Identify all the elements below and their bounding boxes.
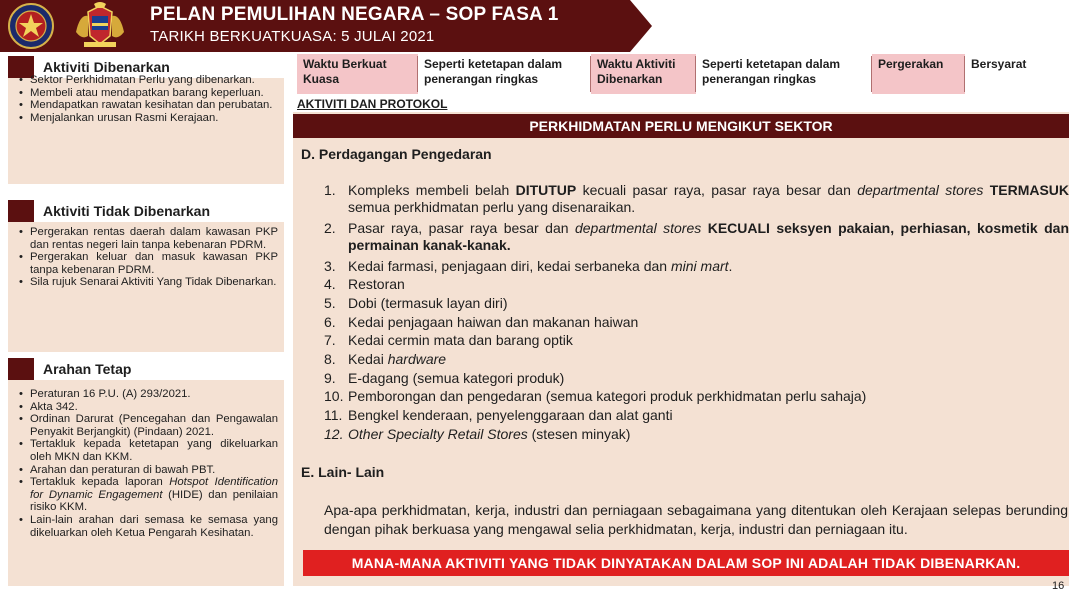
list-item: • Ordinan Darurat (Pencegahan dan Pengawalan Penyakit Berjangkit) (Pindaan) 2021. (18, 413, 278, 438)
item-text: Kedai hardware (348, 351, 447, 367)
page-title: PELAN PEMULIHAN NEGARA – SOP FASA 1 (150, 4, 559, 25)
protocol-label: AKTIVITI DAN PROTOKOL (297, 97, 448, 111)
standing-orders-panel (8, 358, 284, 586)
page-number: 16 (1052, 580, 1065, 592)
item-number: 6. (324, 314, 336, 330)
item-text: Pemborongan dan pengedaran (semua kategori produk perkhidmatan perlu sahaja) (348, 388, 867, 404)
list-item: • Lain-lain arahan dari semasa ke semasa yang dikeluarkan oleh Ketua Pengarah Kesihatan. (18, 514, 278, 539)
item-text: Kedai cermin mata dan barang optik (348, 332, 573, 348)
list-item (324, 314, 1069, 331)
item-number: 11. (324, 407, 343, 423)
header (0, 0, 1080, 52)
list-item (324, 351, 1069, 368)
list-item (18, 476, 278, 514)
item-text: Pasar raya, pasar raya besar dan departmental stores KECUALI seksyen pakaian, perhiasan, kosmetik dan permainan kanak-kanak. (348, 220, 1070, 253)
item-text: E-dagang (semua kategori produk) (348, 370, 565, 386)
list-item-italic: Hotspot Identification for Dynamic Engagement (30, 476, 278, 501)
malaysia-coat-of-arms-icon (66, 2, 134, 50)
list-item-text: Tertakluk kepada laporan (30, 476, 170, 489)
section-d-title: D. Perdagangan Pengedaran (301, 146, 492, 162)
item-text: Bengkel kenderaan, penyelenggaraan dan alat ganti (348, 407, 673, 423)
section-marker (8, 200, 34, 222)
allowed-activities-list (8, 72, 284, 127)
list-item: • Sektor Perkhidmatan Perlu yang dibenarkan. (18, 74, 278, 87)
info-cell-value (418, 54, 591, 94)
list-item (324, 426, 1069, 443)
list-item-text: (HIDE) dan penilaian risiko KKM. (30, 488, 278, 514)
list-item (324, 388, 1069, 405)
info-cell-text: Seperti ketetapan dalam penerangan ringkas (424, 57, 563, 86)
list-item: • Tertakluk kepada ketetapan yang dikeluarkan oleh MKN dan KKM. (18, 438, 278, 463)
list-item (324, 407, 1069, 424)
info-cell-text: Seperti ketetapan dalam penerangan ringkas (702, 57, 841, 86)
warning-banner: MANA-MANA AKTIVITI YANG TIDAK DINYATAKAN DALAM SOP INI ADALAH TIDAK DIBENARKAN. (303, 550, 1069, 576)
info-cell-text: Pergerakan (878, 57, 944, 71)
item-text: Kompleks membeli belah DITUTUP kecuali pasar raya, pasar raya besar dan departmental stores TERMASUK semua perkhidmatan perlu yang disenaraikan. (348, 182, 1070, 215)
item-number: 7. (324, 332, 336, 348)
panel-header (8, 358, 284, 380)
list-item: • Peraturan 16 P.U. (A) 293/2021. (18, 388, 278, 401)
item-number: 2. (324, 220, 336, 236)
not-allowed-activities-title: Aktiviti Tidak Dibenarkan (43, 203, 211, 219)
list-item (324, 370, 1069, 387)
info-cell-value (965, 54, 1072, 94)
allowed-activities-panel (8, 56, 284, 184)
info-cell-label (591, 54, 696, 94)
item-text: Kedai penjagaan haiwan dan makanan haiwan (348, 314, 639, 330)
info-cell-value (696, 54, 872, 94)
not-allowed-activities-panel (8, 200, 284, 352)
item-number: 8. (324, 351, 336, 367)
item-number: 1. (324, 182, 336, 198)
item-number: 3. (324, 258, 336, 274)
list-item: • Sila rujuk Senarai Aktiviti Yang Tidak Dibenarkan. (18, 276, 278, 289)
info-cell-text: Bersyarat (971, 57, 1027, 71)
info-cell-label (872, 54, 965, 94)
item-number: 12. (324, 426, 344, 442)
list-item: • Pergerakan keluar dan masuk kawasan PKP tanpa kebenaran PDRM. (18, 251, 278, 276)
list-item (324, 220, 1069, 254)
list-item (324, 258, 1069, 275)
list-item (324, 332, 1069, 349)
list-item: • Akta 342. (18, 401, 278, 414)
item-number: 9. (324, 370, 336, 386)
list-item: • Membeli atau mendapatkan barang keperluan. (18, 87, 278, 100)
standing-orders-list (8, 386, 284, 542)
list-item: • Mendapatkan rawatan kesihatan dan perubatan. (18, 99, 278, 112)
list-item (324, 182, 1069, 216)
list-item: • Menjalankan urusan Rasmi Kerajaan. (18, 112, 278, 125)
allowed-activities-title: Aktiviti Dibenarkan (43, 59, 170, 75)
sector-banner: PERKHIDMATAN PERLU MENGIKUT SEKTOR (293, 114, 1069, 138)
panel-header (8, 200, 284, 222)
item-text: Dobi (termasuk layan diri) (348, 295, 508, 311)
item-text: Restoran (348, 276, 405, 292)
list-item: • Pergerakan rentas daerah dalam kawasan PKP dan rentas negeri lain tanpa kebenaran PDRM. (18, 226, 278, 251)
info-cell-text: Waktu Berkuat Kuasa (303, 57, 387, 86)
list-item (324, 276, 1069, 293)
item-text: Kedai farmasi, penjagaan diri, kedai serbaneka dan mini mart. (348, 258, 733, 274)
item-text: Other Specialty Retail Stores (stesen minyak) (348, 426, 631, 442)
info-cell-label (297, 54, 418, 94)
info-strip (297, 54, 1072, 94)
nsc-emblem-icon (6, 2, 56, 50)
info-cell-text: Waktu Aktiviti Dibenarkan (597, 57, 676, 86)
list-item (324, 295, 1069, 312)
effective-date: TARIKH BERKUATKUASA: 5 JULAI 2021 (150, 28, 435, 45)
section-e-title: E. Lain- Lain (301, 464, 385, 480)
item-number: 10. (324, 388, 344, 404)
item-number: 5. (324, 295, 336, 311)
standing-orders-title: Arahan Tetap (43, 361, 132, 377)
item-number: 4. (324, 276, 336, 292)
section-marker (8, 358, 34, 380)
list-item: • Arahan dan peraturan di bawah PBT. (18, 464, 278, 477)
not-allowed-activities-list (8, 224, 284, 292)
section-e-text: Apa-apa perkhidmatan, kerja, industri dan perniagaan sebagaimana yang ditentukan oleh Kerajaan selepas berunding dengan pihak berkuasa yang mengawal selia perkhidmatan, kerja, industri dan perniagaan itu. (324, 502, 1068, 537)
